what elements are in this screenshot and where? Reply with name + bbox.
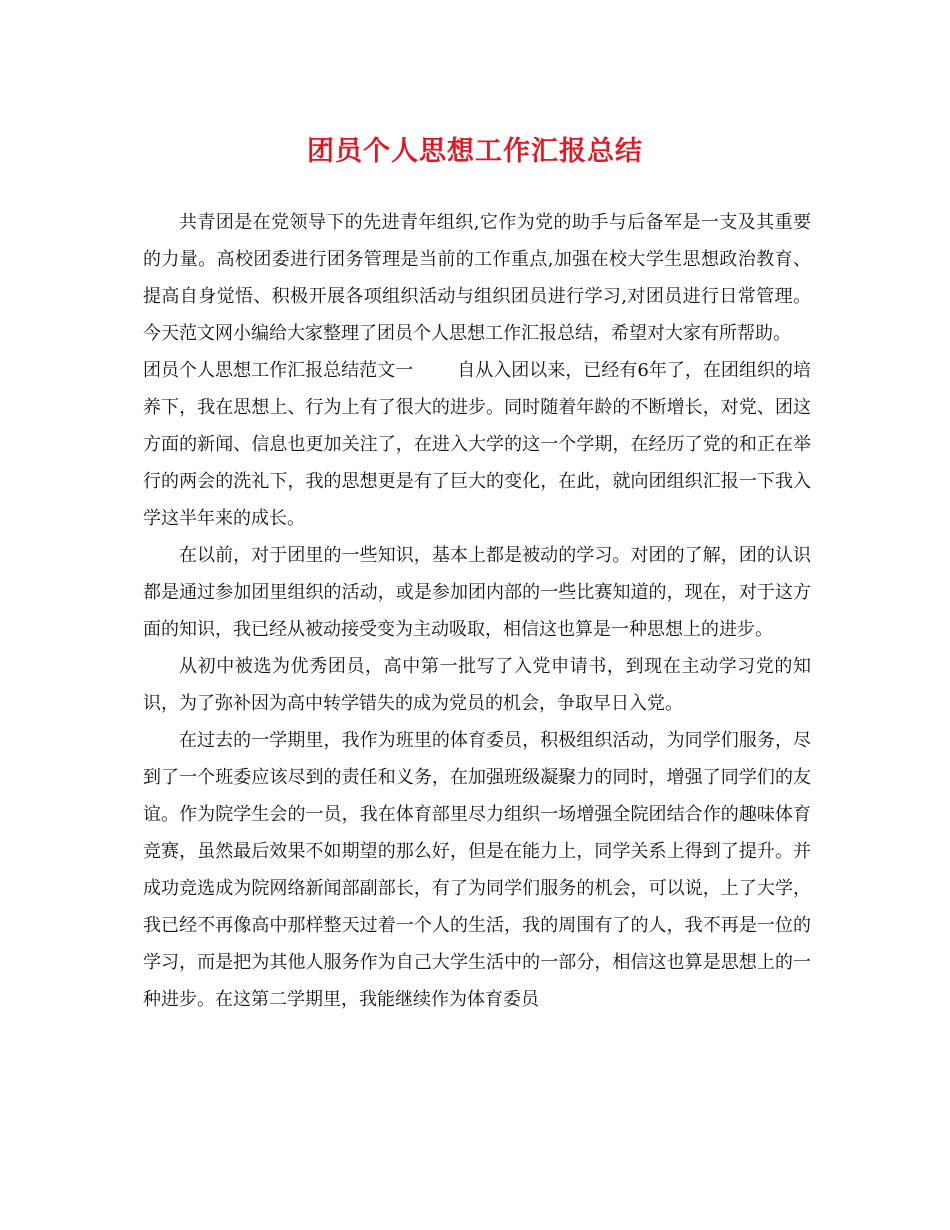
section-first-text: 自从入团以来，已经有6年了，在团组织的培养下，我在思想上、行为上有了很大的进步。同时随着年龄的不断增长，对党、团这方面的新闻、信息也更加关注了，在进入大学的这一个学期，在经历了党的和正在举行的两会的洗礼下，我的思想更是有了巨大的变化，在此，就向团组织汇报一下我入学这半年来的成长。 [143, 360, 811, 529]
paragraph-2: 在以前，对于团里的一些知识，基本上都是被动的学习。对团的了解，团的认识都是通过参加团里组织的活动，或是参加团内部的一些比赛知道的，现在，对于这方面的知识，我已经从被动接受变为主动吸取，相信这也算是一种思想上的进步。 [143, 545, 811, 640]
paragraph-4: 在过去的一学期里，我作为班里的体育委员，积极组织活动，为同学们服务，尽到了一个班委应该尽到的责任和义务，在加强班级凝聚力的同时，增强了同学们的友谊。作为院学生会的一员，我在体育部里尽力组织一场增强全院团结合作的趣味体育竞赛，虽然最后效果不如期望的那么好，但是在能力上，同学关系上得到了提升。并成功竞选成为院网络新闻部副部长，有了为同学们服务的机会，可以说，上了大学，我已经不再像高中那样整天过着一个人的生活，我的周围有了的人，我不再是一位的学习，而是把为其他人服务作为自己大学生活中的一部分，相信这也算是思想上的一种进步。在这第二学期里，我能继续作为体育委员 [143, 730, 811, 1010]
paragraph-3: 从初中被选为优秀团员，高中第一批写了入党申请书，到现在主动学习党的知识，为了弥补因为高中转学错失的成为党员的机会，争取早日入党。 [143, 656, 811, 714]
section-paragraph [143, 352, 811, 537]
intro-paragraph: 共青团是在党领导下的先进青年组织,它作为党的助手与后备军是一支及其重要的力量。高校团委进行团务管理是当前的工作重点,加强在校大学生思想政治教育、提高自身觉悟、积极开展各项组织活动与组织团员进行学习,对团员进行日常管理。今天范文网小编给大家整理了团员个人思想工作汇报总结，希望对大家有所帮助。 [143, 212, 811, 344]
section-heading: 团员个人思想工作汇报总结范文一 [143, 360, 414, 381]
document-title: 团员个人思想工作汇报总结 [307, 136, 643, 167]
document-body [143, 204, 811, 1018]
